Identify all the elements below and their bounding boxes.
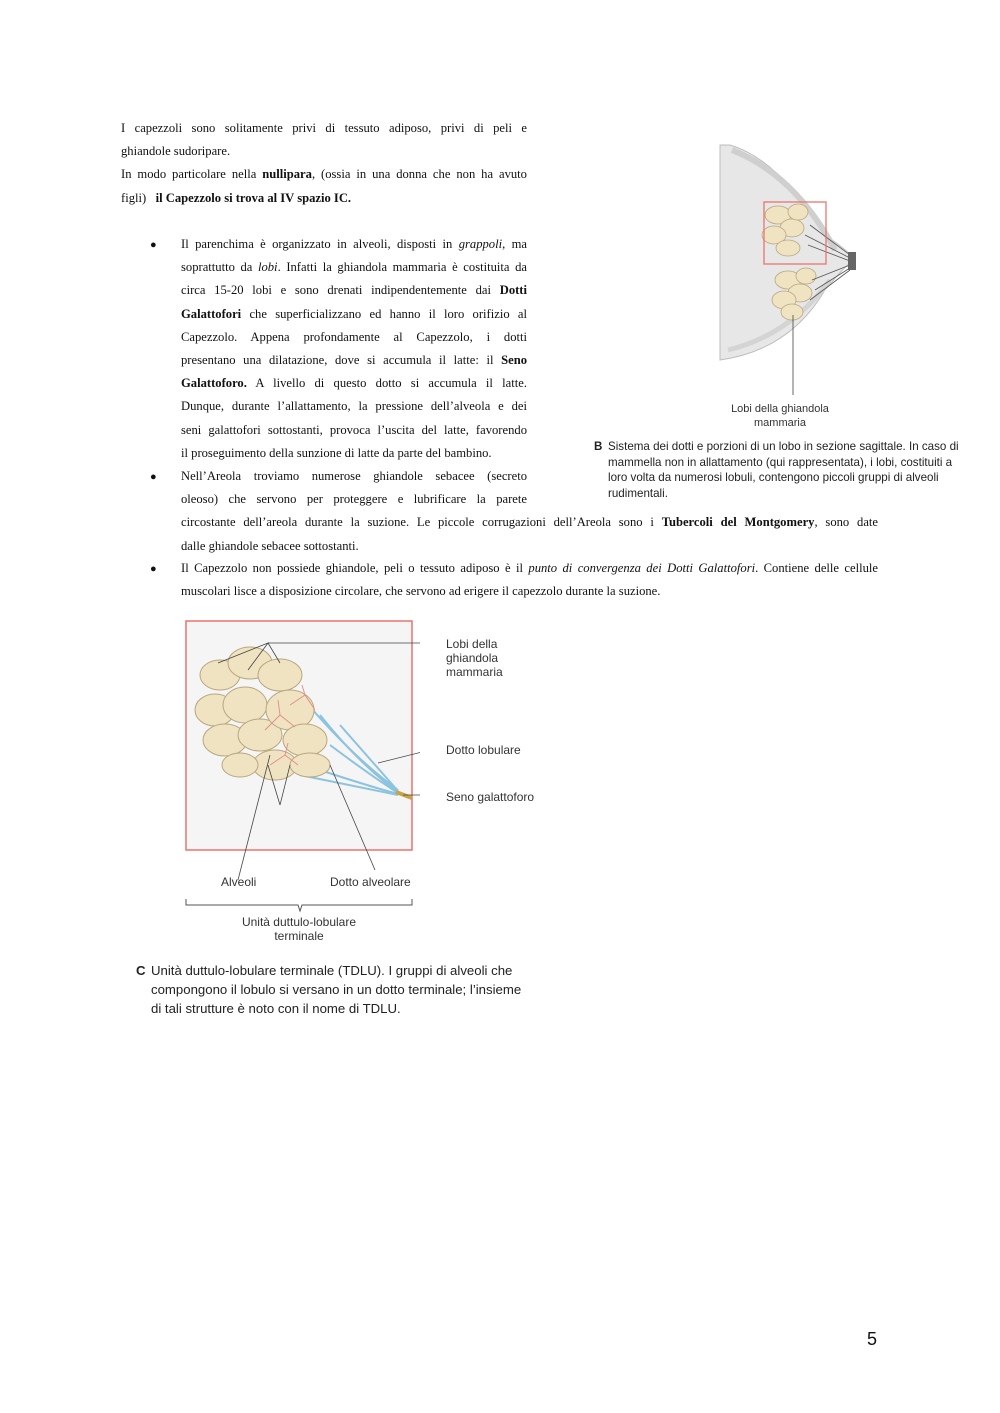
figure-c-letter: C (136, 963, 146, 978)
nipple-position: il Capezzolo si trova al IV spazio IC. (155, 190, 352, 205)
term-seno: Seno (501, 353, 527, 368)
bullet-dot: ● (150, 239, 157, 251)
label-unita-tdlu: Unità duttulo-lobulare terminale (241, 915, 357, 943)
bullet-parenchyma: Il parenchima è organizzato in alveoli, disposti in grappoli, ma soprattutto da lobi. Infatti la ghiandola mammaria è costituita da circa 15-20 lobi e sono drenati indipendentemente dai Dotti Galattofori che superficializzano ed hanno il loro orifizio al Capezzolo. Appena profondamente al Capezzolo, i dotti presentano una dilatazione, dove si accumula il latte: il Seno Galattoforo. A livello di questo dotto si accumula il latte. Dunque, durante l’allattamento, la pressione dell’alveola e dei seni galattofori sottostanti, provoca l’uscita del latte, favorendo il proseguimento della sunzione di latte da parte del bambino. (181, 237, 527, 460)
intro-paragraph (121, 117, 527, 210)
figure-c-caption: C Unità duttulo-lobulare terminale (TDLU). I gruppi di alveoli che compongono il lobulo si versano in un dotto terminale; l’insieme di tali strutture è noto con il nome di TDLU. (136, 963, 522, 1016)
intro-line: figli) il Capezzolo si trova al IV spazio IC. (121, 190, 352, 205)
figure-b-letter: B (594, 440, 603, 453)
intro-line: In modo particolare nella nullipara, (ossia in una donna che non ha avuto (121, 167, 527, 182)
bullet-nipple: Il Capezzolo non possiede ghiandole, peli o tessuto adiposo è il punto di convergenza dei Dotti Galattofori. Contiene delle cellule muscolari lisce a disposizione circolare, che servono ad erigere il capezzolo durante la suzione. (181, 561, 878, 599)
label-seno-galattoforo: Seno galattoforo (446, 790, 535, 804)
breast-sagittal-illustration (700, 140, 870, 420)
figure-b-label: Lobi della ghiandola mammaria (731, 403, 829, 429)
term-montgomery: Tubercoli del Montgomery (661, 515, 815, 530)
bullet-dot: ● (150, 471, 157, 483)
figure-b (700, 140, 870, 420)
figure-b-caption: B Sistema dei dotti e porzioni di un lobo in sezione sagittale. In caso di mammella non in allattamento (qui rappresentata), i lobi, costituiti a loro volta da numerosi lobuli, contengono piccoli gruppi di alveoli rudimentali. (594, 440, 959, 500)
figure-c (180, 615, 420, 915)
label-alveoli: Alveoli (221, 875, 257, 889)
label-lobi: Lobi della ghiandola mammaria (446, 637, 503, 679)
page-number: 5 (867, 1329, 878, 1349)
bullet-dot: ● (150, 563, 157, 575)
intro-line: I capezzoli sono solitamente privi di tessuto adiposo, privi di peli e (121, 121, 527, 135)
tdlu-illustration (180, 615, 420, 915)
term-dotti: Dotti (499, 283, 527, 298)
term-galattoforo: Galattoforo. (181, 376, 247, 391)
term-galattofori: Galattofori (181, 306, 242, 321)
term-grappoli: grappoli (458, 237, 503, 251)
term-lobi: lobi (257, 260, 278, 275)
intro-line: ghiandole sudoripare. (121, 144, 231, 159)
label-dotto-alveolare: Dotto alveolare (330, 875, 411, 889)
bullet-areola: Nell’Areola troviamo numerose ghiandole sebacee (secreto oleoso) che servono per proteggere e lubrificare la parete circostante dell’areola durante la suzione. Le piccole corrugazioni dell’Areola sono i Tubercoli del Montgomery, sono date dalle ghiandole sebacee sottostanti. (181, 469, 878, 553)
term-nullipara: nullipara (262, 167, 312, 182)
term-convergenza: punto di convergenza dei Dotti Galattofori (528, 561, 756, 575)
label-dotto-lobulare: Dotto lobulare (446, 743, 521, 757)
